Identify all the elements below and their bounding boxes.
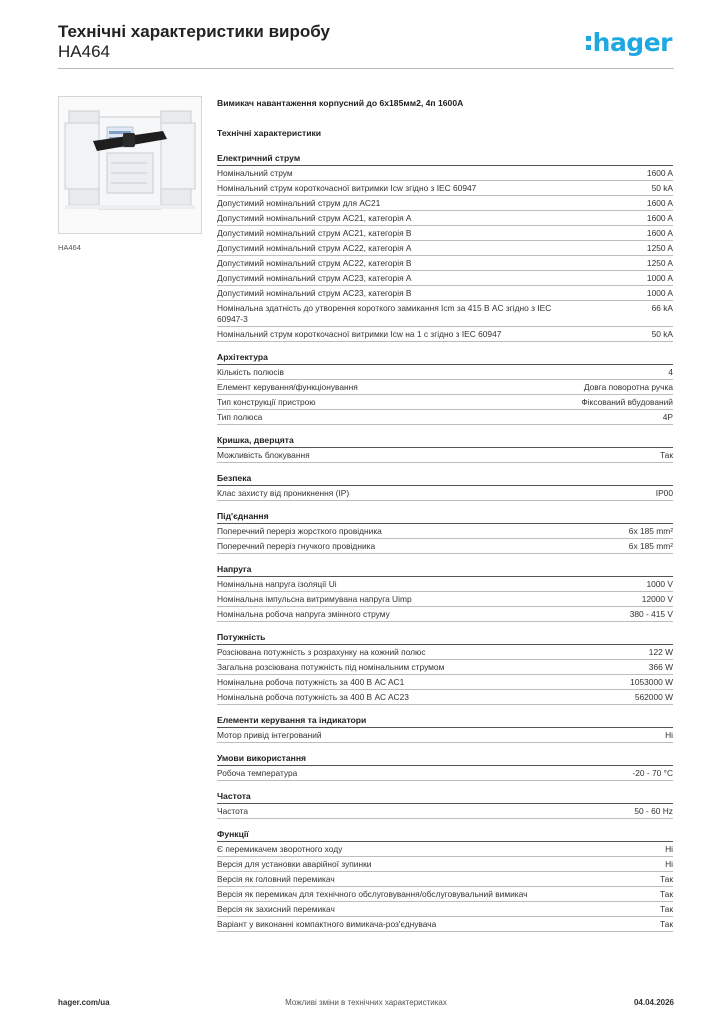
product-image-caption: HA464 <box>58 243 81 252</box>
spec-row <box>217 286 673 301</box>
spec-value: 562000 W <box>634 692 673 702</box>
spec-value: 1053000 W <box>630 677 673 687</box>
spec-section <box>217 434 673 463</box>
section-title: Частота <box>217 790 673 804</box>
spec-label: Номінальна робоча напруга змінного струму <box>217 609 390 619</box>
spec-label: Версія як перемикач для технічного обслуговування/обслуговувальний вимикач <box>217 889 528 899</box>
spec-value: 366 W <box>648 662 673 672</box>
spec-label: Допустимий номінальний струм AC22, категорія B <box>217 258 412 268</box>
spec-row <box>217 728 673 743</box>
spec-row <box>217 410 673 425</box>
spec-value: 1600 A <box>646 213 673 223</box>
spec-row <box>217 592 673 607</box>
footer-date: 04.04.2026 <box>633 998 674 1007</box>
spec-label: Поперечний переріз гнучкого провідника <box>217 541 376 551</box>
spec-row <box>217 804 673 819</box>
spec-label: Робоча температура <box>217 768 298 778</box>
spec-row <box>217 256 673 271</box>
spec-section <box>217 563 673 622</box>
spec-label: Номінальна робоча потужність за 400 В AC AC1 <box>217 677 405 687</box>
spec-value: Ні <box>665 730 673 740</box>
hager-logo <box>586 28 672 57</box>
spec-value: Так <box>659 874 673 884</box>
spec-value: Так <box>659 450 673 460</box>
section-title: Електричний струм <box>217 152 673 166</box>
spec-row <box>217 607 673 622</box>
spec-section <box>217 828 673 932</box>
spec-label: Варіант у виконанні компактного вимикача-роз'єднувача <box>217 919 437 929</box>
spec-content <box>217 98 673 941</box>
spec-label: Допустимий номінальний струм для AC21 <box>217 198 381 208</box>
spec-label: Можливість блокування <box>217 450 310 460</box>
spec-value: 380 - 415 V <box>629 609 673 619</box>
spec-label: Є перемикачем зворотного ходу <box>217 844 343 854</box>
spec-label: Номінальна здатність до утворення короткого замикання Icm за 415 В AC згідно з IEC 60947-3 <box>217 303 552 324</box>
spec-value: 12000 V <box>641 594 673 604</box>
spec-value: 1000 V <box>646 579 673 589</box>
spec-label: Номінальний струм короткочасної витримки Icw на 1 с згідно з IEC 60947 <box>217 329 502 339</box>
spec-value: Фіксований вбудований <box>581 397 673 407</box>
spec-row <box>217 486 673 501</box>
spec-label: Версія як головний перемикач <box>217 874 335 884</box>
spec-value: 4P <box>662 412 673 422</box>
spec-label: Допустимий номінальний струм AC22, категорія A <box>217 243 412 253</box>
spec-row <box>217 196 673 211</box>
product-description: Вимикач навантаження корпусний до 6х185мм2, 4п 1600А <box>217 98 464 108</box>
spec-value: 1600 A <box>646 168 673 178</box>
section-title: Функції <box>217 828 673 842</box>
spec-value: 122 W <box>648 647 673 657</box>
spec-section <box>217 790 673 819</box>
spec-value: 50 kA <box>651 329 673 339</box>
spec-value: 50 kA <box>651 183 673 193</box>
spec-row <box>217 872 673 887</box>
spec-sections <box>217 152 673 932</box>
spec-value: Ні <box>665 844 673 854</box>
spec-value: 66 kA <box>651 303 673 313</box>
spec-row <box>217 327 673 342</box>
section-title: Під'єднання <box>217 510 673 524</box>
section-title: Кришка, дверцята <box>217 434 673 448</box>
spec-row <box>217 524 673 539</box>
spec-value: 1250 A <box>646 258 673 268</box>
spec-row <box>217 211 673 226</box>
spec-value: Ні <box>665 859 673 869</box>
footer-website: hager.com/ua <box>58 998 110 1007</box>
page-title: Технічні характеристики виробу <box>58 22 330 41</box>
spec-label: Загальна розсіювана потужність під номінальним струмом <box>217 662 445 672</box>
spec-section <box>217 752 673 781</box>
section-title: Умови використання <box>217 752 673 766</box>
spec-row <box>217 645 673 660</box>
spec-value: 6x 185 mm² <box>628 526 673 536</box>
spec-value: 4 <box>668 367 673 377</box>
spec-section <box>217 472 673 501</box>
logo-text: hager <box>592 28 672 57</box>
spec-row <box>217 241 673 256</box>
spec-value: IP00 <box>655 488 673 498</box>
spec-label: Розсіювана потужність з розрахунку на кожний полюс <box>217 647 426 657</box>
spec-value: Довга поворотна ручка <box>583 382 673 392</box>
spec-row <box>217 842 673 857</box>
spec-row <box>217 226 673 241</box>
spec-row <box>217 690 673 705</box>
spec-label: Допустимий номінальний струм AC21, категорія A <box>217 213 412 223</box>
spec-row <box>217 917 673 932</box>
spec-label: Номінальна напруга ізоляції Ui <box>217 579 337 589</box>
spec-value: Так <box>659 919 673 929</box>
spec-row <box>217 166 673 181</box>
spec-label: Допустимий номінальний струм AC21, категорія B <box>217 228 412 238</box>
spec-row <box>217 766 673 781</box>
spec-value: 50 - 60 Hz <box>634 806 673 816</box>
spec-label: Номінальний струм короткочасної витримки Icw згідно з IEC 60947 <box>217 183 477 193</box>
spec-section <box>217 631 673 705</box>
spec-label: Номінальна робоча потужність за 400 В AC AC23 <box>217 692 409 702</box>
spec-section <box>217 510 673 554</box>
spec-label: Частота <box>217 806 249 816</box>
spec-label: Елемент керування/функціонування <box>217 382 358 392</box>
spec-value: 1000 A <box>646 288 673 298</box>
spec-section <box>217 351 673 425</box>
spec-heading: Технічні характеристики <box>217 128 322 138</box>
spec-label: Версія як захисний перемикач <box>217 904 335 914</box>
page-header <box>58 22 674 70</box>
spec-value: -20 - 70 °C <box>632 768 673 778</box>
section-title: Елементи керування та індикатори <box>217 714 673 728</box>
spec-value: Так <box>659 889 673 899</box>
spec-row <box>217 181 673 196</box>
footer-note: Можливі зміни в технічних характеристиках <box>285 998 447 1007</box>
spec-row <box>217 271 673 286</box>
spec-label: Мотор привід інтегрований <box>217 730 322 740</box>
logo-dots-icon <box>586 34 591 52</box>
spec-value: 1250 A <box>646 243 673 253</box>
model-number: HA464 <box>58 42 110 61</box>
spec-section <box>217 714 673 743</box>
section-title: Потужність <box>217 631 673 645</box>
spec-value: 6x 185 mm² <box>628 541 673 551</box>
spec-label: Кількість полюсів <box>217 367 284 377</box>
spec-value: Так <box>659 904 673 914</box>
spec-row <box>217 395 673 410</box>
spec-row <box>217 675 673 690</box>
spec-row <box>217 301 673 327</box>
spec-label: Тип конструкції пристрою <box>217 397 316 407</box>
spec-row <box>217 448 673 463</box>
switch-disconnector-illustration <box>59 97 201 233</box>
spec-row <box>217 380 673 395</box>
spec-value: 1600 A <box>646 228 673 238</box>
spec-row <box>217 577 673 592</box>
spec-section <box>217 152 673 342</box>
spec-label: Версія для установки аварійної зупинки <box>217 859 372 869</box>
spec-value: 1000 A <box>646 273 673 283</box>
spec-row <box>217 539 673 554</box>
spec-row <box>217 365 673 380</box>
section-title: Напруга <box>217 563 673 577</box>
spec-row <box>217 660 673 675</box>
spec-value: 1600 A <box>646 198 673 208</box>
header-divider <box>58 68 674 69</box>
spec-row <box>217 887 673 902</box>
spec-label: Поперечний переріз жорсткого провідника <box>217 526 382 536</box>
spec-row <box>217 857 673 872</box>
spec-label: Клас захисту від проникнення (IP) <box>217 488 350 498</box>
spec-row <box>217 902 673 917</box>
spec-label: Номінальний струм <box>217 168 293 178</box>
spec-label: Допустимий номінальний струм AC23, категорія B <box>217 288 412 298</box>
product-image <box>58 96 202 234</box>
spec-label: Допустимий номінальний струм AC23, категорія A <box>217 273 412 283</box>
section-title: Безпека <box>217 472 673 486</box>
spec-label: Номінальна імпульсна витримувана напруга Uimp <box>217 594 412 604</box>
section-title: Архітектура <box>217 351 673 365</box>
spec-label: Тип полюса <box>217 412 263 422</box>
